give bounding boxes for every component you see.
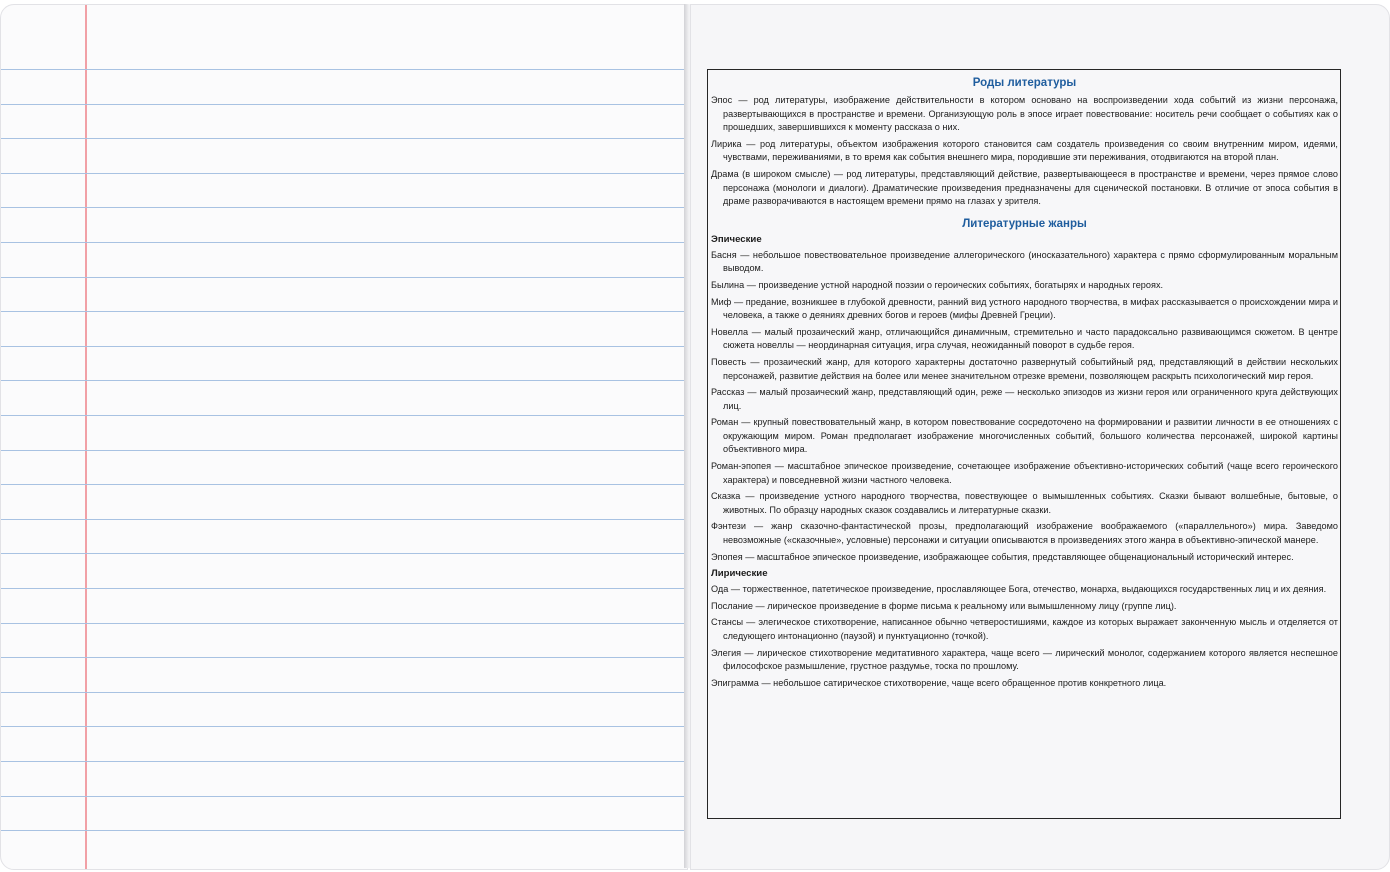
kind-entry: Драма (в широком смысле) — род литературы, представляющий действие, развертывающееся в пространстве и времени, через прямое слово персонажа (монологи и диалоги). Драматические произведения предназначены для сценической постановки. В отличие от эпоса события в драме разворачиваются в настоящем времени прямо на глазах у зрителя. <box>711 168 1338 207</box>
ruled-line <box>1 450 687 451</box>
genre-entry: Эпиграмма — небольшое сатирическое стихотворение, чаще всего обращенное против конкретного лица. <box>711 677 1167 688</box>
ruled-line <box>1 415 687 416</box>
genre-entry: Элегия — лирическое стихотворение медитативного характера, чаще всего — лирический монолог, содержанием которого является неспешное философское размышление, грустное раздумье, тоска по прошлому. <box>711 647 1338 672</box>
literature-kinds-title: Роды литературы <box>972 77 1077 89</box>
ruled-line <box>1 346 687 347</box>
ruled-line <box>1 761 687 762</box>
ruled-line <box>1 692 687 693</box>
genre-entry: Новелла — малый прозаический жанр, отличающийся динамичным, стремительно и часто парадоксально развивающимся сюжетом. В центре сюжета новеллы — неординарная ситуация, игра случая, неожиданный поворот в судьбе героя. <box>711 326 1338 351</box>
ruled-line <box>1 830 687 831</box>
ruled-line <box>1 69 687 70</box>
reference-box <box>707 69 1341 819</box>
ruled-line <box>1 484 687 485</box>
ruled-line <box>1 173 687 174</box>
genre-entry: Фэнтези — жанр сказочно-фантастической прозы, предполагающий изображение воображаемого («параллельного») мира. Заведомо невозможные («сказочные», условные) персонажи и ситуации описываются в произведениях этого жанра в объективно-эпической манере. <box>711 521 1338 546</box>
ruled-line <box>1 207 687 208</box>
literature-kinds-list <box>711 94 1338 209</box>
ruled-line <box>1 380 687 381</box>
ruled-line <box>1 277 687 278</box>
kind-entry: Эпос — род литературы, изображение действительности в котором основано на воспроизведении хода событий из жизни персонажа, развертывающихся в пространстве и времени. Организующую роль в эпосе играет повествование: носитель речи сообщает о событиях как о прошедших, завершившихся к моменту рассказа о них. <box>711 95 1338 133</box>
ruled-line <box>1 657 687 658</box>
ruled-line <box>1 796 687 797</box>
genre-entry: Былина — произведение устной народной поэзии о героических событиях, богатырях и народных героях. <box>711 279 1164 290</box>
ruled-line <box>1 242 687 243</box>
ruled-line <box>1 311 687 312</box>
genre-entry: Роман — крупный повествовательный жанр, в котором повествование сосредоточено на формировании и развитии личности в ее отношениях с окружающим миром. Роман предполагает изображение многочисленных событий, большого количества персонажей, широкой картины объективного мира. <box>711 417 1338 455</box>
genre-entry: Рассказ — малый прозаический жанр, представляющий один, реже — несколько эпизодов из жизни героя или ограниченного круга действующих лиц. <box>711 387 1338 411</box>
ruled-line <box>1 553 687 554</box>
lyric-genres-list <box>711 583 1338 690</box>
lyric-genres-heading: Лирические <box>711 568 768 580</box>
right-notebook-page <box>690 4 1390 870</box>
margin-line <box>85 5 87 869</box>
genre-entry: Стансы — элегическое стихотворение, написанное обычно четверостишиями, каждое из которых выражает законченную мысль и отделяется от следующего интонационно (паузой) и пунктуационно (точкой). <box>711 617 1338 641</box>
ruled-line <box>1 519 687 520</box>
ruled-line <box>1 104 687 105</box>
epic-genres-heading: Эпические <box>711 233 762 245</box>
genre-entry: Повесть — прозаический жанр, для которого характерны достаточно развернутый событийный ряд, представляющий в действии нескольких персонажей, развитие действия на более или менее значительном отрезке времени, позволяющем раскрыть психологический мир героя. <box>711 356 1338 381</box>
genre-entry: Ода — торжественное, патетическое произведение, прославляющее Бога, отечество, монарха, выдающихся государственных лиц и их деяния. <box>711 584 1327 595</box>
left-notebook-page <box>0 4 688 870</box>
genre-entry: Послание — лирическое произведение в форме письма к реальному или вымышленному лицу (группе лиц). <box>711 600 1177 611</box>
genre-entry: Эпопея — масштабное эпическое произведение, изображающее события, представляющее общенациональный исторический интерес. <box>711 551 1294 562</box>
epic-genres-list <box>711 249 1338 564</box>
genre-entry: Миф — предание, возникшее в глубокой древности, ранний вид устного народного творчества, в мифах рассказывается о происхождении мира и человека, а также о деяниях древних богов и героев (мифы Древней Греции). <box>711 296 1338 321</box>
ruled-line <box>1 623 687 624</box>
literary-genres-title: Литературные жанры <box>962 217 1087 230</box>
genre-entry: Сказка — произведение устного народного творчества, повествующее о вымышленных событиях. Сказки бывают волшебные, бытовые, о животных. По образцу народных сказок создавались и литературные сказки. <box>711 491 1338 515</box>
kind-entry: Лирика — род литературы, объектом изображения которого становится сам создатель произведения со своим внутренним миром, идеями, чувствами, переживаниями, в то время как события внешнего мира, породившие эти переживания, отодвигаются на второй план. <box>711 138 1338 163</box>
genre-entry: Роман-эпопея — масштабное эпическое произведение, сочетающее изображение объективно-исторических событий (чаще всего героического характера) и повседневной жизни частного человека. <box>711 461 1338 485</box>
genre-entry: Басня — небольшое повествовательное произведение аллегорического (иносказательного) характера с прямо сформулированным моральным выводом. <box>711 249 1338 274</box>
ruled-line <box>1 588 687 589</box>
ruled-line <box>1 726 687 727</box>
ruled-line <box>1 138 687 139</box>
